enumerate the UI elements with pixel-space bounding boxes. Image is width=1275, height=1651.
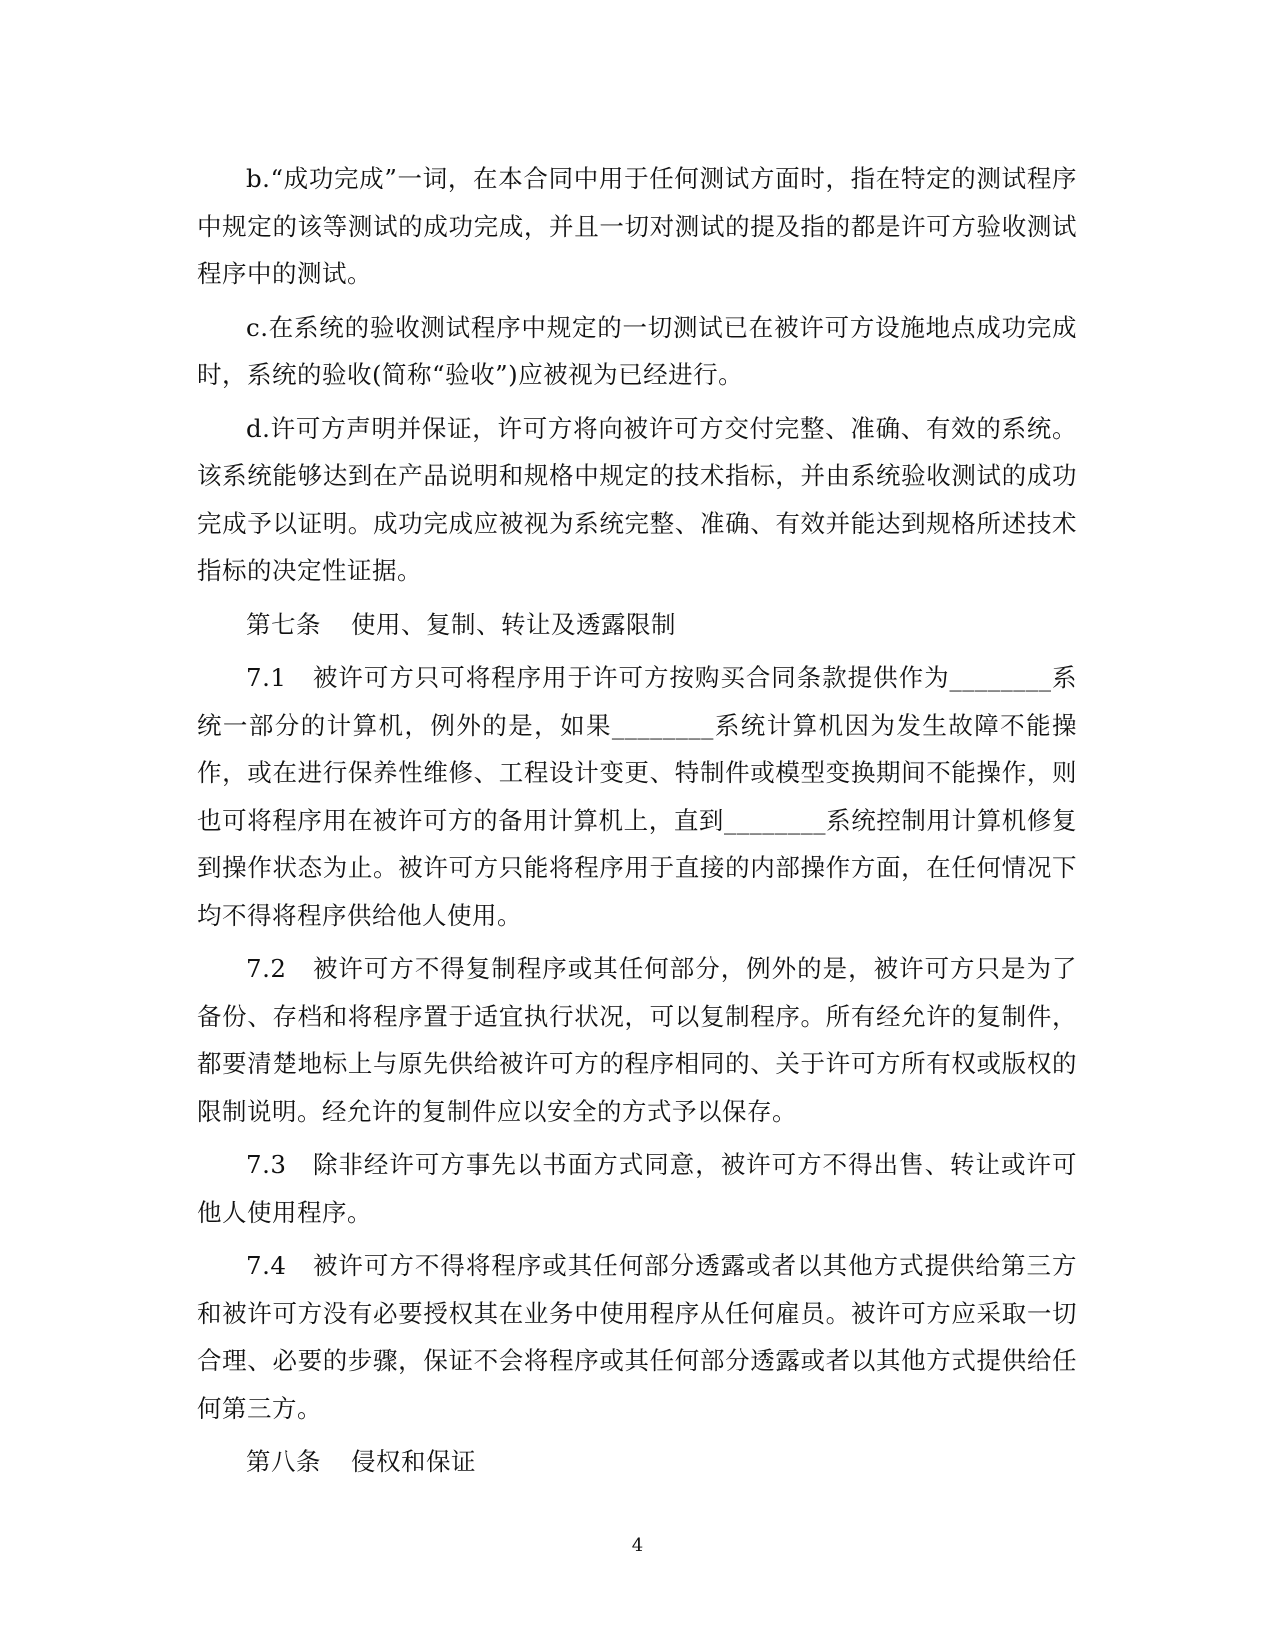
article-7-number: 第七条 xyxy=(246,609,321,639)
clause-text: 被许可方不得将程序或其任何部分透露或者以其他方式提供给第三方和被许可方没有必要授权其在业务中使用程序从任何雇员。被许可方应采取一切合理、必要的步骤，保证不会将程序或其任何部分透露或者以其他方式提供给任何第三方。 xyxy=(197,1251,1077,1423)
clause-number: 7.2 xyxy=(246,954,287,983)
article-7-heading xyxy=(197,601,1077,649)
page-number: 4 xyxy=(631,1535,644,1556)
clause-number: 7.1 xyxy=(246,663,287,692)
clause-7-1 xyxy=(197,654,1077,939)
article-7-title: 使用、复制、转让及透露限制 xyxy=(351,609,676,639)
paragraph-c: c.在系统的验收测试程序中规定的一切测试已在被许可方设施地点成功完成时，系统的验收(简称“验收”)应被视为已经进行。 xyxy=(197,312,1077,389)
document-body xyxy=(197,155,1077,1492)
article-8-heading xyxy=(197,1438,1077,1486)
article-8-number: 第八条 xyxy=(246,1447,321,1476)
clause-text: 被许可方只可将程序用于许可方按购买合同条款提供作为________系统一部分的计算机，例外的是，如果________系统计算机因为发生故障不能操作，或在进行保养性维修、工程设计变更、特制件或模型变换期间不能操作，则也可将程序用在被许可方的备用计算机上，直到________系统控制用计算机修复到操作状态为止。被许可方只能将程序用于直接的内部操作方面，在任何情况下均不得将程序供给他人使用。 xyxy=(197,663,1077,930)
clause-7-3 xyxy=(197,1141,1077,1236)
paragraph-d: d.许可方声明并保证，许可方将向被许可方交付完整、准确、有效的系统。该系统能够达到在产品说明和规格中规定的技术指标，并由系统验收测试的成功完成予以证明。成功完成应被视为系统完整、准确、有效并能达到规格所述技术指标的决定性证据。 xyxy=(197,413,1077,585)
clause-text: 除非经许可方事先以书面方式同意，被许可方不得出售、转让或许可他人使用程序。 xyxy=(197,1150,1077,1227)
paragraph-b: b.“成功完成”一词，在本合同中用于任何测试方面时，指在特定的测试程序中规定的该等测试的成功完成，并且一切对测试的提及指的都是许可方验收测试程序中的测试。 xyxy=(197,164,1077,288)
clause-7-2 xyxy=(197,945,1077,1135)
clause-number: 7.4 xyxy=(246,1251,287,1280)
clause-7-4 xyxy=(197,1242,1077,1432)
article-8-title: 侵权和保证 xyxy=(351,1447,476,1476)
clause-number: 7.3 xyxy=(246,1150,287,1179)
clause-text: 被许可方不得复制程序或其任何部分，例外的是，被许可方只是为了备份、存档和将程序置于适宜执行状况，可以复制程序。所有经允许的复制件，都要清楚地标上与原先供给被许可方的程序相同的、关于许可方所有权或版权的限制说明。经允许的复制件应以安全的方式予以保存。 xyxy=(197,954,1077,1126)
